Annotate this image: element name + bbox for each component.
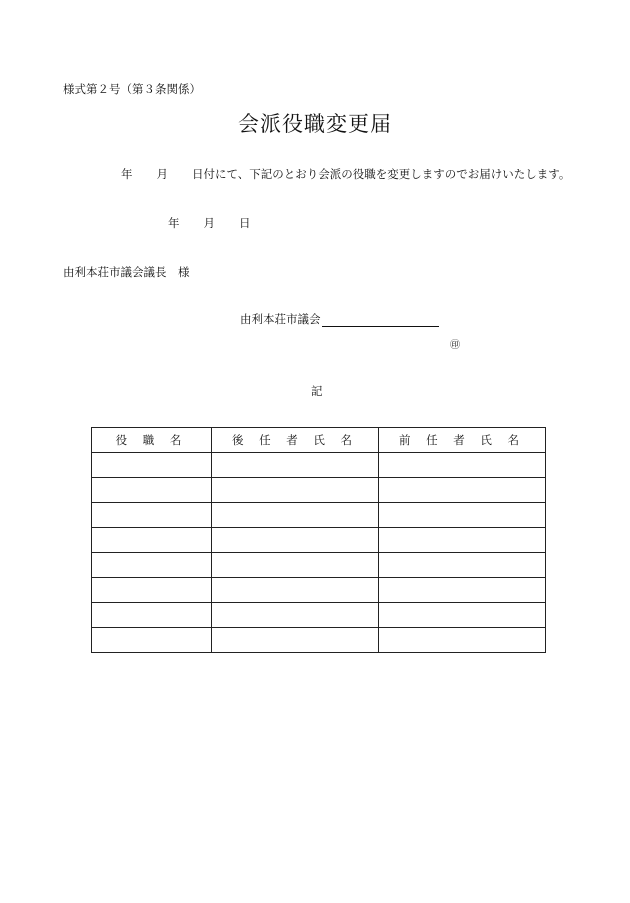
cell-position[interactable] [92,478,212,503]
intro-month: 月 [156,167,168,181]
table-row [92,453,546,478]
cell-position[interactable] [92,503,212,528]
cell-successor[interactable] [212,528,379,553]
name-blank-line[interactable] [322,314,439,327]
cell-position[interactable] [92,603,212,628]
cell-predecessor[interactable] [379,578,546,603]
cell-successor[interactable] [212,628,379,653]
cell-predecessor[interactable] [379,478,546,503]
seal-mark: ㊞ [450,340,460,351]
header-successor: 後 任 者 氏 名 [212,428,379,453]
cell-successor[interactable] [212,603,379,628]
date-day: 日 [239,216,251,230]
cell-position[interactable] [92,628,212,653]
cell-predecessor[interactable] [379,553,546,578]
header-position: 役 職 名 [92,428,212,453]
cell-predecessor[interactable] [379,528,546,553]
cell-successor[interactable] [212,478,379,503]
cell-position[interactable] [92,578,212,603]
cell-position[interactable] [92,553,212,578]
date-year: 年 [168,216,180,230]
intro-sentence [121,166,570,182]
table-row [92,503,546,528]
cell-successor[interactable] [212,553,379,578]
table-row [92,553,546,578]
intro-text: 日付にて、下記のとおり会派の役職を変更しますのでお届けいたします。 [192,167,571,181]
cell-predecessor[interactable] [379,453,546,478]
intro-year: 年 [121,167,133,181]
table-row [92,578,546,603]
cell-successor[interactable] [212,503,379,528]
table-row [92,603,546,628]
submitter-line [240,311,439,327]
cell-successor[interactable] [212,578,379,603]
table-row [92,528,546,553]
addressee: 由利本荘市議会議長 様 [63,265,190,279]
table-row [92,628,546,653]
ki-heading: 記 [311,384,323,398]
document-title: 会派役職変更届 [238,112,392,136]
cell-successor[interactable] [212,453,379,478]
table-row [92,478,546,503]
cell-predecessor[interactable] [379,503,546,528]
role-change-table [91,427,546,653]
table-header-row [92,428,546,453]
header-predecessor: 前 任 者 氏 名 [379,428,546,453]
submitter-prefix: 由利本荘市議会 [240,312,321,326]
cell-predecessor[interactable] [379,628,546,653]
date-line [168,215,251,231]
cell-position[interactable] [92,528,212,553]
form-number: 様式第２号（第３条関係） [63,82,201,96]
cell-predecessor[interactable] [379,603,546,628]
date-month: 月 [203,216,215,230]
cell-position[interactable] [92,453,212,478]
